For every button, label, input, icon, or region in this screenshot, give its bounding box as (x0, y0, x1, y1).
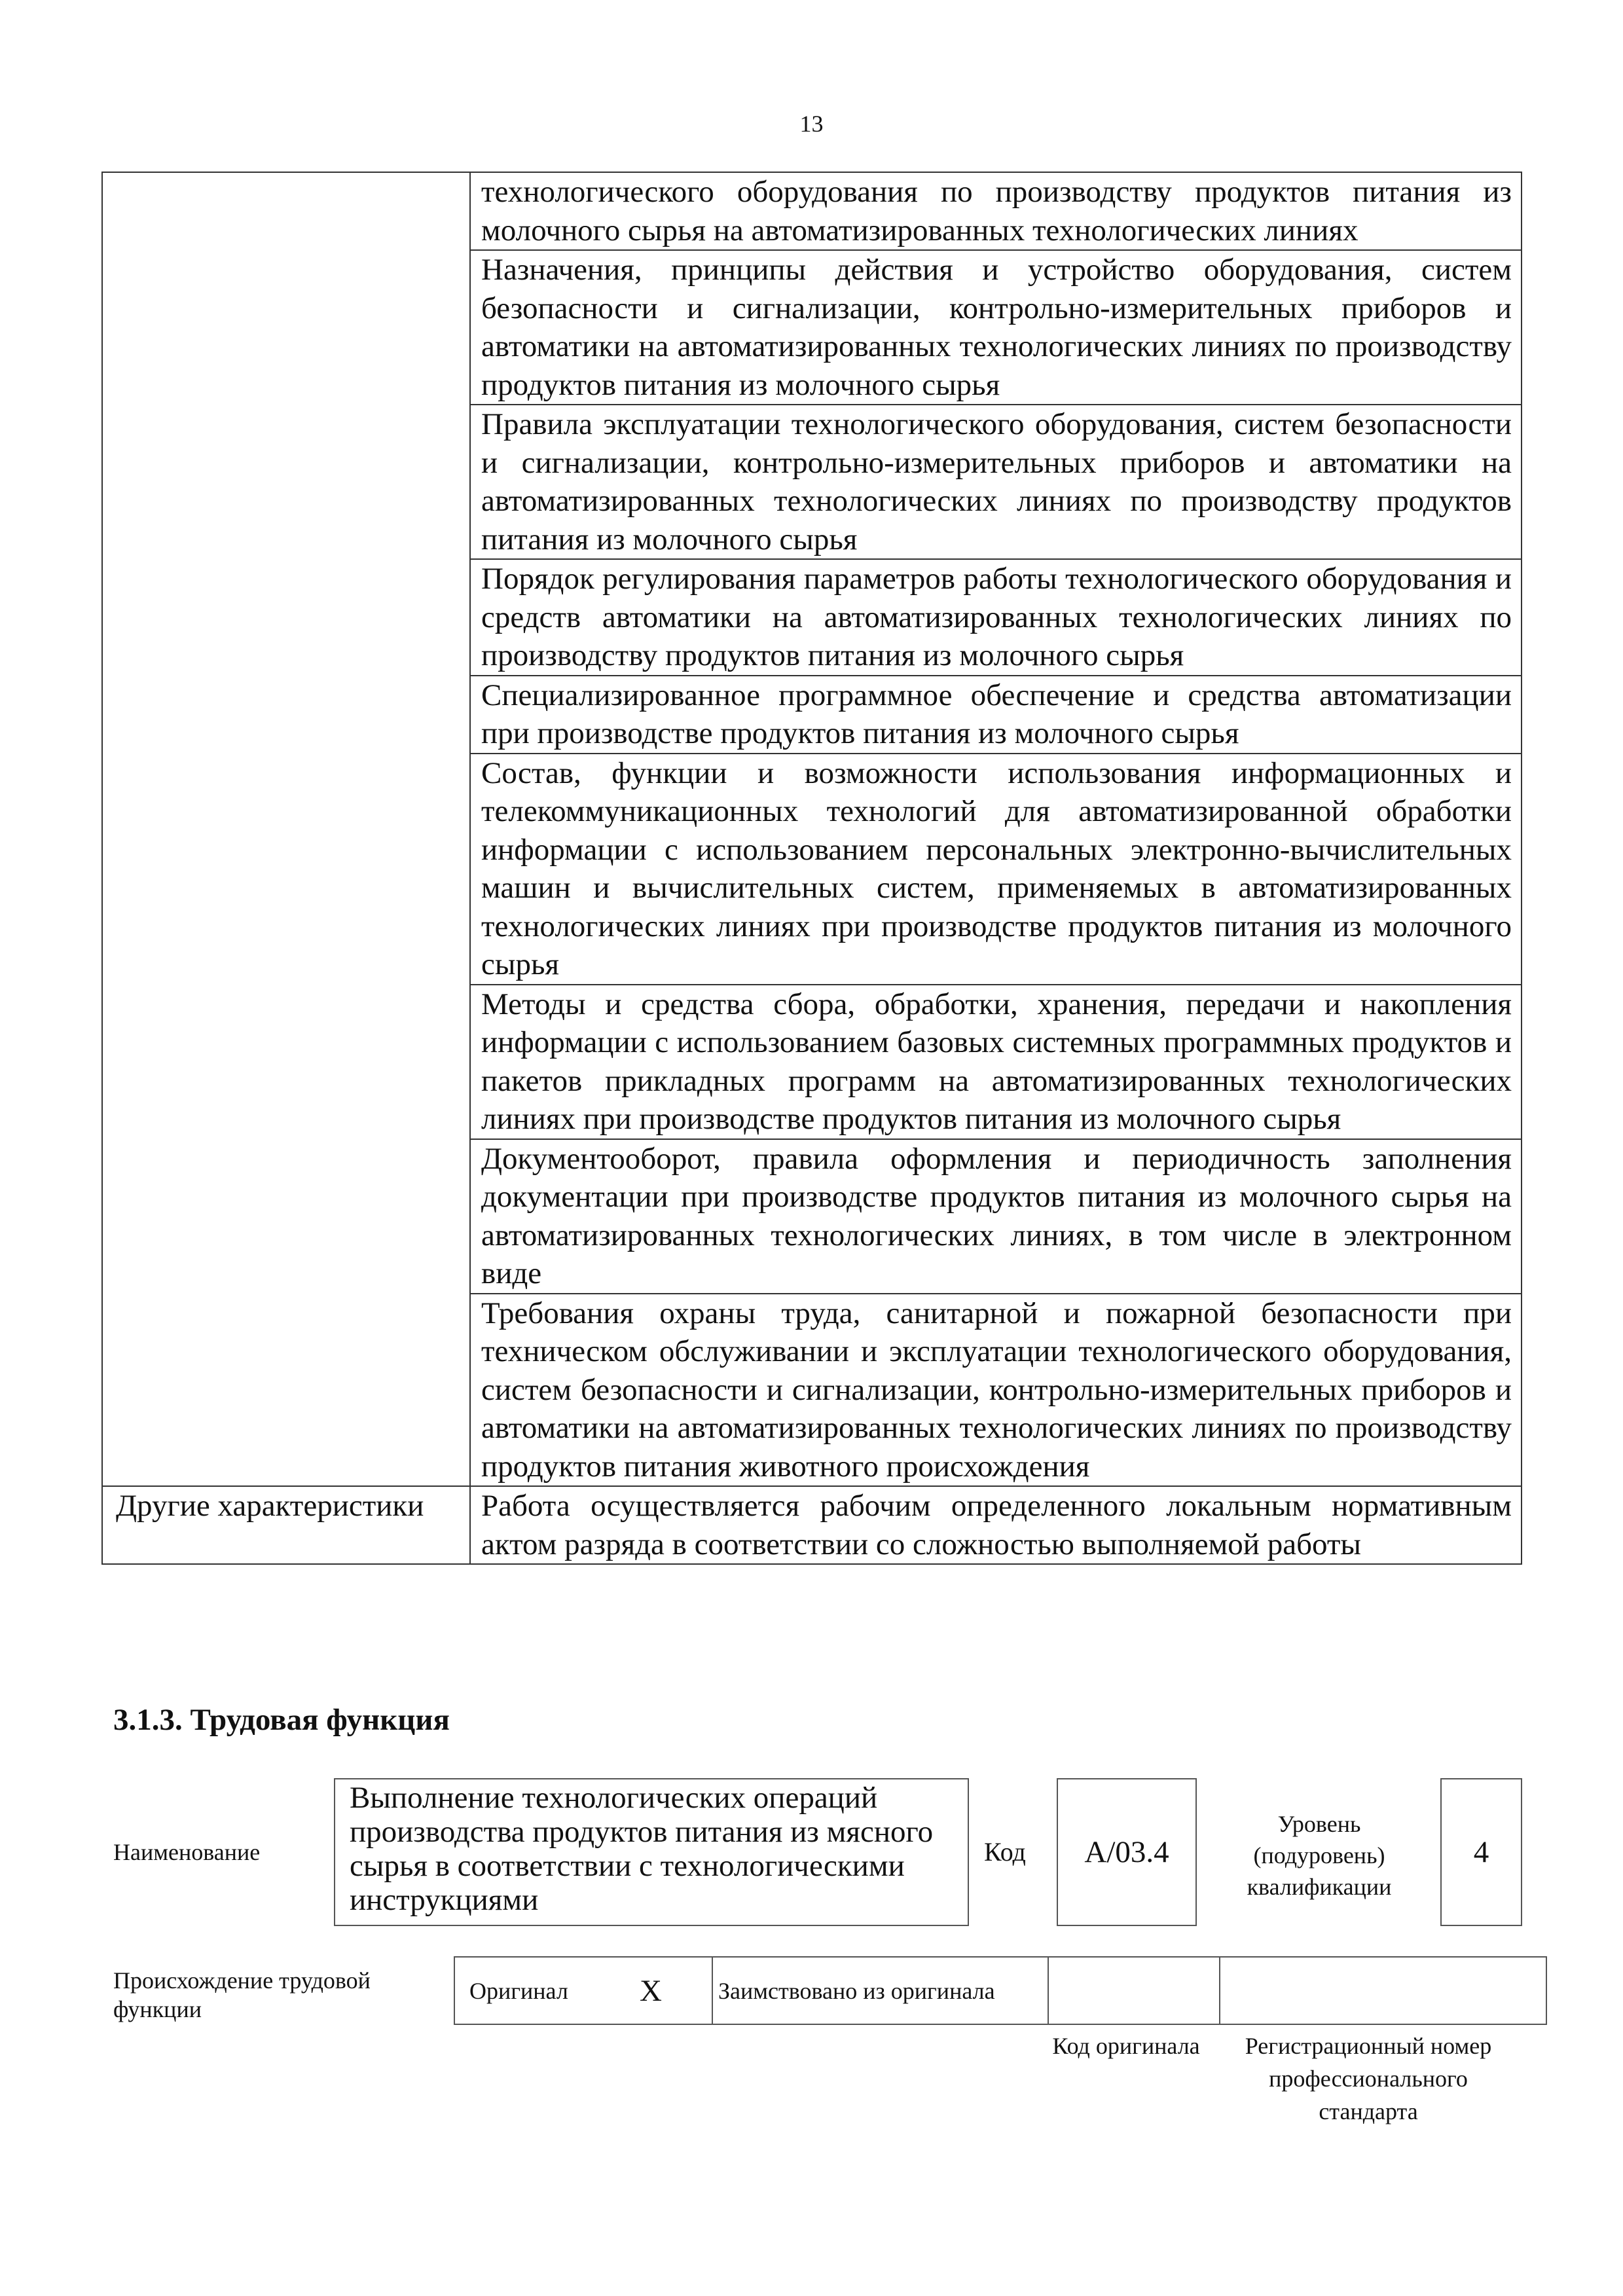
table-row (102, 1486, 1522, 1564)
table-cell-knowledge: Специализированное программное обеспечение и средства автоматизации при производстве продуктов питания из молочного сырья (470, 676, 1522, 754)
origin-table (454, 1956, 1547, 2025)
other-characteristics-label: Другие характеристики (102, 1486, 470, 1564)
table-cell-knowledge: Состав, функции и возможности использования информационных и телекоммуникационных технологий для автоматизированной обработки информации с использованием персональных электронно-вычислительных машин и вычислительных систем, применяемых в автоматизированных технологических линиях при производстве продуктов питания из молочного сырья (470, 754, 1522, 985)
code-label: Код (984, 1837, 1026, 1867)
table-cell-knowledge: Правила эксплуатации технологического оборудования, систем безопасности и сигнализации, контрольно-измерительных приборов и автоматики на автоматизированных технологических линиях по производству продуктов питания из молочного сырья (470, 405, 1522, 559)
name-label: Наименование (113, 1839, 261, 1865)
level-label: Уровень (подуровень) квалификации (1247, 1811, 1392, 1900)
name-value-box: Выполнение технологических операций производства продуктов питания из мясного сырья в соответствии с технологическими инструкциями (334, 1778, 969, 1926)
table-cell-knowledge: Методы и средства сбора, обработки, хранения, передачи и накопления информации с использованием базовых системных программных продуктов и пакетов прикладных программ на автоматизированных технологических линиях при производстве продуктов питания из молочного сырья (470, 985, 1522, 1139)
section-title: 3.1.3. Трудовая функция (113, 1703, 450, 1737)
origin-label: Происхождение трудовой функции (113, 1967, 371, 2022)
table-row (102, 172, 1522, 250)
original-code-cell (1048, 1957, 1220, 2024)
table-cell-knowledge: Порядок регулирования параметров работы технологического оборудования и средств автоматики на автоматизированных технологических линиях по производству продуктов питания из молочного сырья (470, 559, 1522, 676)
page-number: 13 (799, 111, 824, 137)
level-value-box: 4 (1440, 1778, 1522, 1926)
table-cell-knowledge: Требования охраны труда, санитарной и пожарной безопасности при техническом обслуживании и эксплуатации технологического оборудования, систем безопасности и сигнализации, контрольно-измерительных приборов и автоматики на автоматизированных технологических линиях по производству продуктов питания животного происхождения (470, 1294, 1522, 1487)
knowledge-table (101, 172, 1522, 1565)
table-cell-left-empty (102, 172, 470, 1486)
reg-number-caption: Регистрационный номер профессионального стандарта (1245, 2033, 1492, 2124)
reg-number-cell (1220, 1957, 1546, 2024)
original-mark: X (640, 1957, 712, 2024)
table-cell-knowledge: Документооборот, правила оформления и периодичность заполнения документации при производстве продуктов питания из молочного сырья на автоматизированных технологических линиях, в том числе в электронном виде (470, 1139, 1522, 1294)
table-cell-knowledge: технологического оборудования по производству продуктов питания из молочного сырья на автоматизированных технологических линиях (470, 172, 1522, 250)
table-cell-knowledge: Назначения, принципы действия и устройство оборудования, систем безопасности и сигнализации, контрольно-измерительных приборов и автоматики на автоматизированных технологических линиях по производству продуктов питания из молочного сырья (470, 250, 1522, 405)
code-value-box: А/03.4 (1057, 1778, 1197, 1926)
other-characteristics-value: Работа осуществляется рабочим определенного локальным нормативным актом разряда в соответствии со сложностью выполняемой работы (470, 1486, 1522, 1564)
borrowed-label: Заимствовано из оригинала (712, 1957, 1048, 2024)
original-label: Оригинал (454, 1957, 640, 2024)
original-code-caption: Код оригинала (1052, 2033, 1200, 2059)
